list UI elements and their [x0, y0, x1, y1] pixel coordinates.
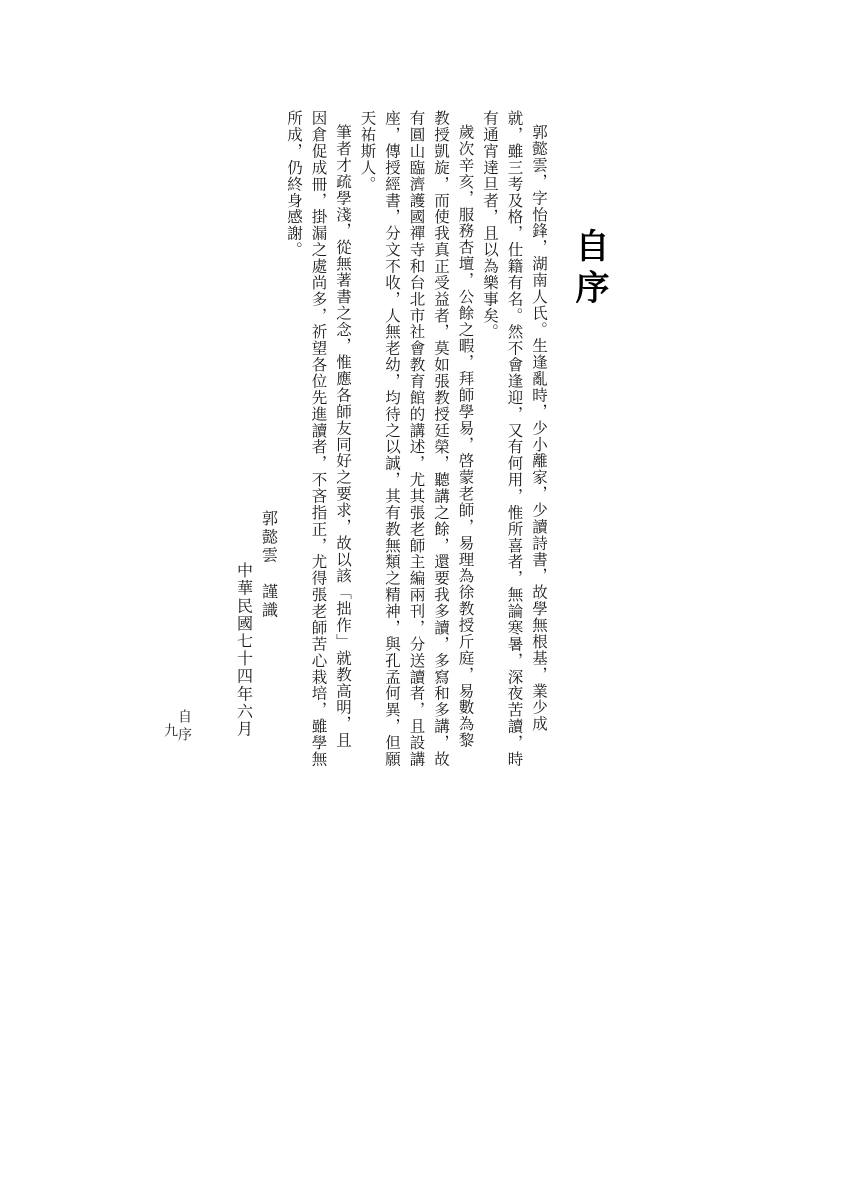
body-column: 有圓山臨濟護國禪寺和台北市社會教育館的講述，尤其張老師主編兩刊，分送讀者，且設講	[407, 110, 426, 768]
folio	[163, 709, 191, 745]
folio-label: 自序	[176, 708, 192, 745]
body-column: 天祐斯人。	[358, 110, 377, 193]
signature-date: 中華民國七十四年六月	[234, 562, 254, 738]
body-column: 因倉促成冊，掛漏之處尚多，祈望各位先進讀者，不吝指正，尤得張老師苦心栽培，雖學無	[309, 110, 328, 768]
body-column: 郭懿雲，字怡鋒，湖南人氏。生逢亂時，少小離家，少讀詩書，故學無根基，業少成	[530, 124, 548, 732]
body-column: 歲次辛亥，服務杏壇，公餘之暇，拜師學易，啓蒙老師，易理為徐教授斤庭，易數為黎	[456, 124, 475, 749]
body-column: 有通宵達旦者，且以為樂事矣。	[481, 110, 499, 341]
body-column: 就，雖三考及格，仕籍有名。然不會逢迎，又有何用，惟所喜者，無論寒暑，深夜苦讀，時	[505, 110, 524, 768]
body-column: 教授凱旋，而使我真正受益者，莫如張教授廷榮，聽講之餘，還要我多讀，多寫和多講，故	[432, 110, 450, 768]
signature: 郭懿雲 謹識	[259, 510, 279, 620]
body-column: 筆者才疏學淺，從無著書之念，惟應各師友同好之要求，故以該「拙作」就教高明，且	[334, 124, 352, 749]
page-number: 九	[162, 722, 178, 741]
body-column: 座，傳授經書，分文不收，人無老幼，均待之以誠，其有教無類之精神，與孔孟何異，但願	[383, 110, 401, 768]
body-column: 所成，仍終身感謝。	[285, 110, 303, 258]
vertical-text-area	[227, 110, 611, 768]
page-title: 自序	[569, 228, 609, 311]
